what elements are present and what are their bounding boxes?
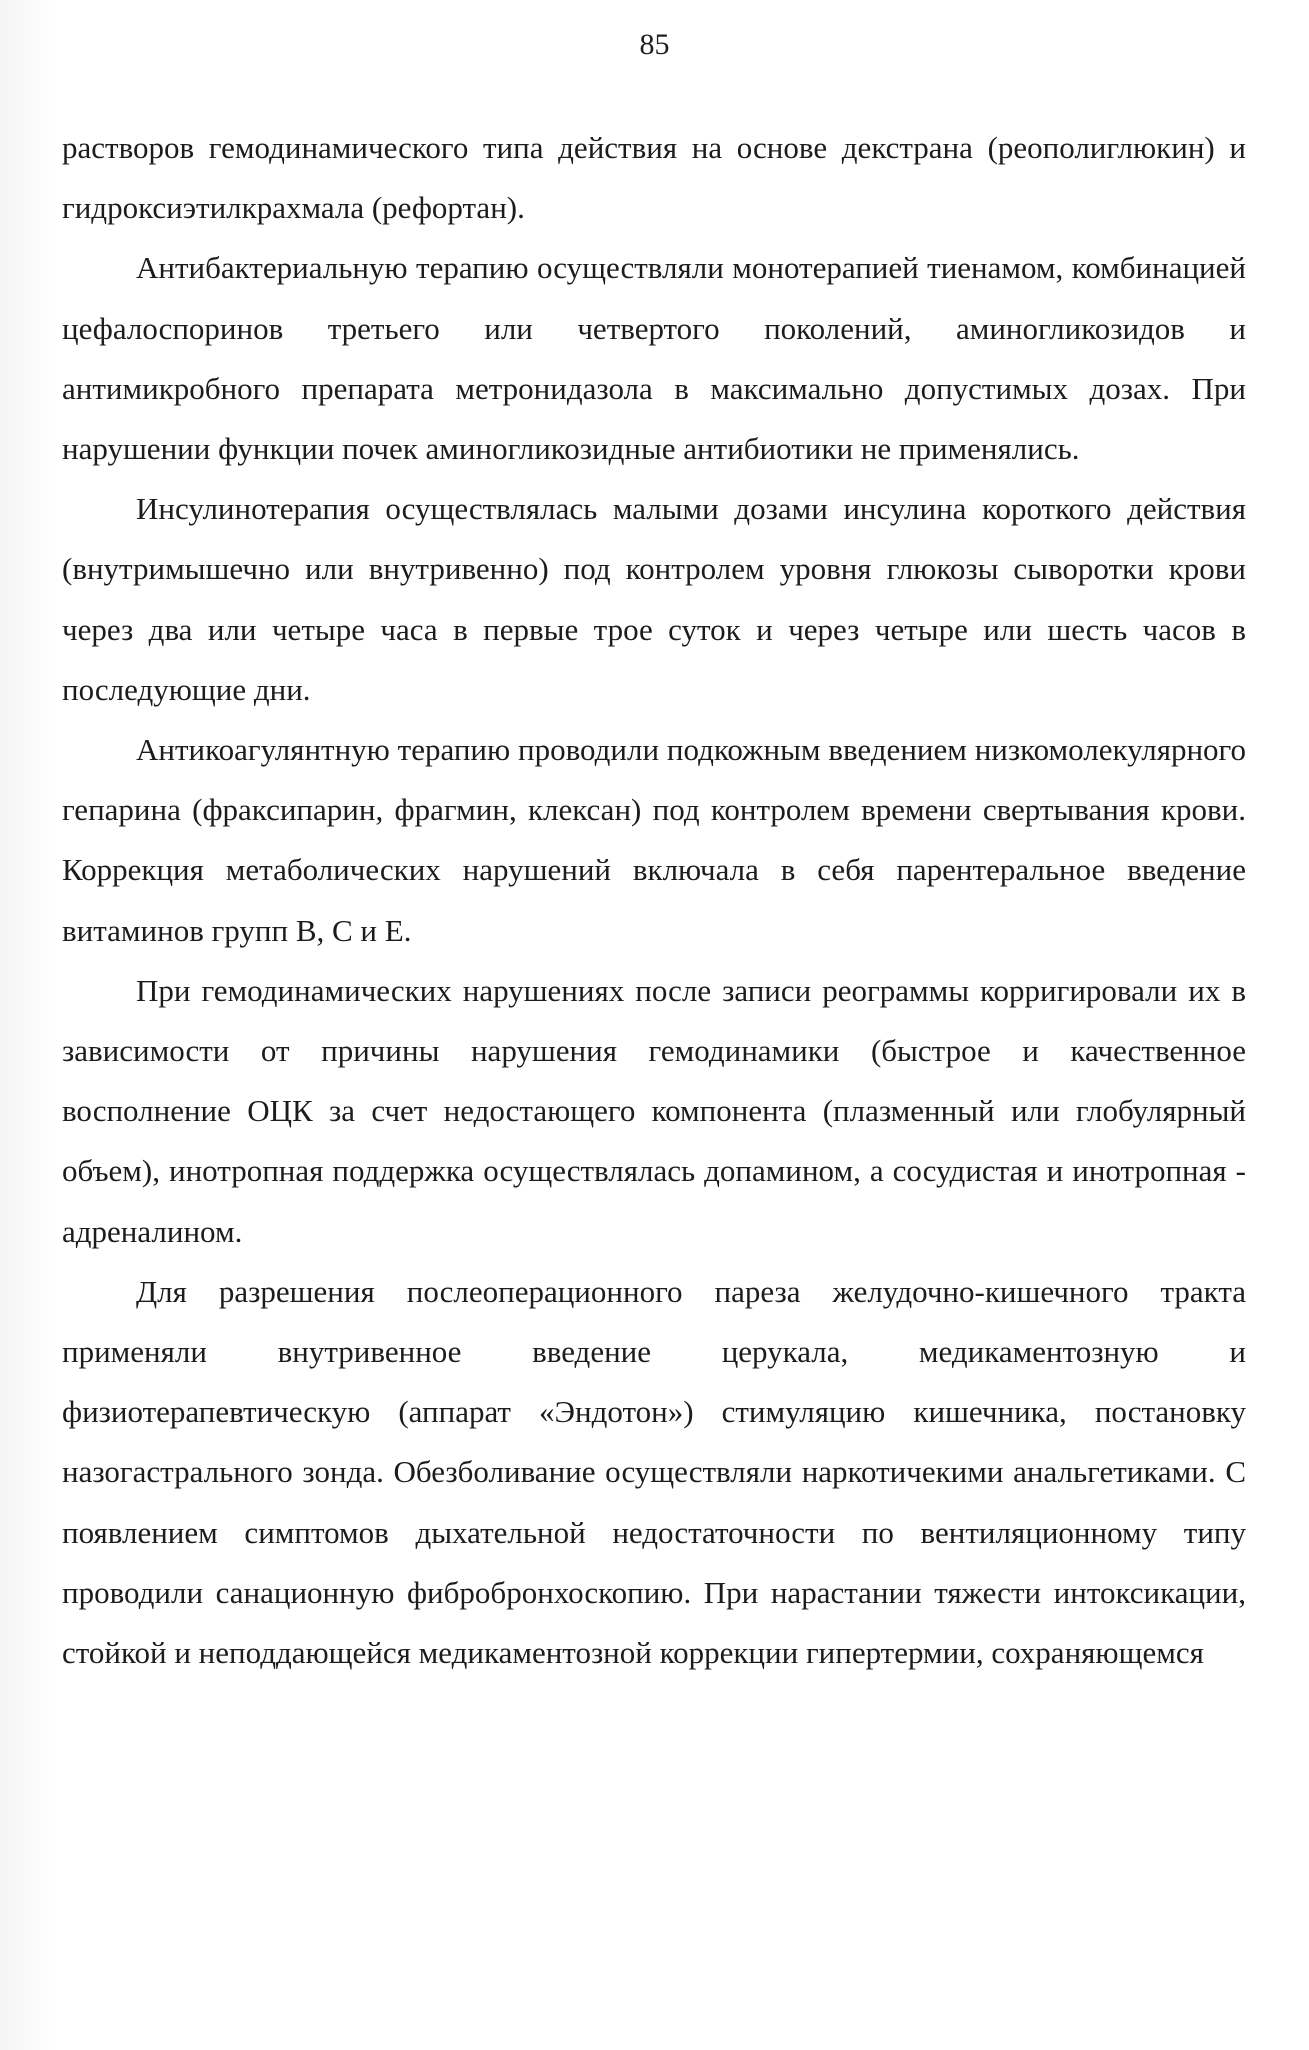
paragraph-paresis-resolution: Для разрешения послеоперационного пареза желудочно-кишечного тракта применяли внутривенное введение церукала, медикаментозную и физиотерапевтическую (аппарат «Эндотон») стимуляцию кишечника, постановку назогастрального зонда. Обезболивание осуществляли наркотичекими анальгетиками. С появлением симптомов дыхательной недостаточности по вентиляционному типу проводили санационную фибробронхоскопию. При нарастании тяжести интоксикации, стойкой и неподдающейся медикаментозной коррекции гипертермии, сохраняющемся xyxy=(62,1273,1246,1671)
scan-edge-shadow xyxy=(0,0,60,2050)
page-number: 85 xyxy=(639,28,670,61)
paragraph-solutions-continuation: растворов гемодинамического типа действия на основе декстрана (реополиглюкин) и гидроксиэтилкрахмала (рефортан). xyxy=(62,130,1246,226)
paragraph-anticoagulant-therapy: Антикоагулянтную терапию проводили подкожным введением низкомолекулярного гепарина (фраксипарин, фрагмин, клексан) под контролем времени свертывания крови. Коррекция метаболических нарушений включала в себя парентеральное введение витаминов групп В, С и Е. xyxy=(62,732,1246,948)
paragraph-insulin-therapy: Инсулинотерапия осуществлялась малыми дозами инсулина короткого действия (внутримышечно или внутривенно) под контролем уровня глюкозы сыворотки крови через два или четыре часа в первые трое суток и через четыре или шесть часов в последующие дни. xyxy=(62,491,1246,707)
document-body xyxy=(62,118,1246,1683)
paragraph-antibacterial-therapy: Антибактериальную терапию осуществляли монотерапией тиенамом, комбинацией цефалоспоринов третьего или четвертого поколений, аминогликозидов и антимикробного препарата метронидазола в максимально допустимых дозах. При нарушении функции почек аминогликозидные антибиотики не применялись. xyxy=(62,250,1246,467)
paragraph-hemodynamic-correction: При гемодинамических нарушениях после записи реограммы корригировали их в зависимости от причины нарушения гемодинамики (быстрое и качественное восполнение ОЦК за счет недостающего компонента (плазменный или глобулярный объем), инотропная поддержка осуществлялась допамином, а сосудистая и инотропная - адреналином. xyxy=(62,972,1246,1249)
